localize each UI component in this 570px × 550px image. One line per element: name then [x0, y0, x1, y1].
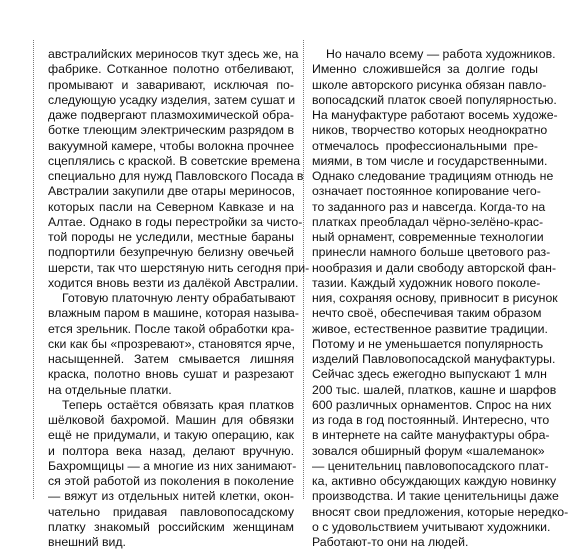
text-line: — ценительниц павловопосадского плат- [312, 458, 549, 473]
text-line: платках преобладал чёрно-зелёно-крас- [312, 214, 544, 229]
text-line: нообразия и дали свободу авторской фан- [312, 260, 557, 275]
text-line: вносят свои предложения, которые нередко- [312, 504, 569, 519]
text-line: вопосадский платок своей популярностью. [312, 92, 557, 107]
text-line: ботке тлеющим электрическим разрядом в [48, 123, 294, 138]
text-line: даже подвергают плазмохимической обра- [48, 108, 294, 122]
text-line: Потому и не уменьшается популярность [312, 336, 544, 351]
text-line: вакуумной камере, чтобы волокна прочнее [48, 138, 295, 153]
text-line: Австралии закупили две отары мериносов, [48, 184, 296, 199]
text-line: ходится вновь везти из далёкой Австралии. [48, 275, 299, 290]
text-line: о с удовольствием учитывают художники. [312, 519, 551, 534]
text-line: краска, полотно вновь сушат и разрезают [48, 367, 294, 382]
text-line: промывают и заваривают, исключая по- [48, 77, 294, 92]
text-line: то заданного раз и навсегда. Когда-то на [312, 199, 546, 214]
text-line: Работают-то они на людей. [312, 535, 469, 549]
text-line: подпортили безупречную белизну овечьей [48, 245, 294, 260]
text-line: принесли намного больше цветового раз- [312, 245, 551, 260]
text-line: производства. И такие ценительницы даже [312, 489, 559, 504]
text-line: которых пасли на Северном Кавказе и на [48, 199, 294, 214]
text-line: и полтора века назад, делают вручную. [48, 443, 294, 458]
text-line: нечто своё, обеспечивая таким образом [312, 306, 542, 321]
text-line: Теперь остаётся обвязать края платков [62, 397, 294, 412]
text-line: отмечалось профессиональными пре- [312, 138, 538, 153]
text-line: ников, творчество которых неоднократно [312, 123, 548, 138]
text-line: сцеплялись с краской. В советские времена [48, 153, 301, 168]
text-line: миями, в том числе и государственными. [312, 153, 548, 168]
text-line: школе авторского рисунка обязан павло- [312, 77, 547, 92]
text-line: той породы не уследили, местные бараны [48, 230, 294, 244]
text-line: изделий Павловопосадской мануфактуры. [312, 352, 556, 366]
left-column [48, 47, 310, 550]
text-line: зовался обширный форум «шалеманок» [312, 443, 545, 458]
text-line: шёлковой бахромой. Машин для обвязки [48, 413, 294, 427]
text-line: ски как бы «прозревают», становятся ярче, [48, 336, 296, 351]
text-line: ся этой работой из поколения в поколение [48, 474, 294, 488]
text-line: ный орнамент, современные технологии [312, 230, 544, 244]
text-line: следующую усадку изделия, затем сушат и [48, 92, 296, 107]
text-line: означает постоянное копирование чего- [312, 184, 541, 199]
text-line: влажным паром в машине, которая называ- [48, 306, 299, 321]
left-margin-rule [33, 40, 35, 499]
text-line: Но начало всему — работа художников. [326, 47, 556, 61]
text-line: из года в год постоянный. Интересно, что [312, 413, 550, 427]
text-line: ещё не придумали, и такую операцию, как [48, 428, 294, 443]
text-line: внешний вид. [48, 535, 126, 549]
text-line: ния, сохраняя основу, привносит в рисунок [312, 291, 558, 305]
text-line: шерсти, так что шерстяную нить сегодня при- [48, 260, 310, 275]
text-line: Готовую платочную ленту обрабатывают [62, 291, 296, 305]
text-line: платку знакомый российским женщинам [48, 519, 294, 534]
text-line: на отдельные платки. [48, 382, 172, 397]
text-line: Однако следование традициям отнюдь не [312, 169, 554, 183]
text-line: живое, естественное развитие традиции. [312, 321, 548, 336]
text-line: ка, активно обсуждающих каждую новинку [312, 474, 557, 488]
text-line: фабрике. Сотканное полотно отбеливают, [48, 62, 294, 77]
text-line: Сейчас здесь ежегодно выпускают 1 млн [312, 367, 547, 382]
text-line: чательно придавая павловопосадскому [48, 504, 294, 519]
text-line: в интернете на сайте мануфактуры обра- [312, 428, 550, 443]
text-line: 200 тыс. шалей, платков, кашне и шарфов [312, 382, 557, 397]
text-line: насыщенней. Затем смывается лишняя [48, 352, 294, 366]
text-line: 600 различных орнаментов. Спрос на них [312, 397, 552, 412]
text-line: тазии. Каждый художник нового поколе- [312, 275, 541, 290]
text-line: ется зрельник. После такой обработки кра- [48, 321, 295, 336]
right-column [312, 47, 569, 550]
text-line: Именно сложившейся за долгие годы [312, 62, 538, 77]
text-line: Бахромщицы — а многие из них занимают- [48, 458, 297, 473]
text-line: Алтае. Однако в годы перестройки за чисто- [48, 214, 303, 229]
text-line: На мануфактуре работают восемь художе- [312, 108, 558, 122]
text-line: — вяжут из отдельных нитей клетки, окон- [48, 489, 294, 504]
text-line: австралийских мериносов ткут здесь же, на [48, 47, 299, 61]
text-line: специально для нужд Павловского Посада в [48, 169, 304, 183]
